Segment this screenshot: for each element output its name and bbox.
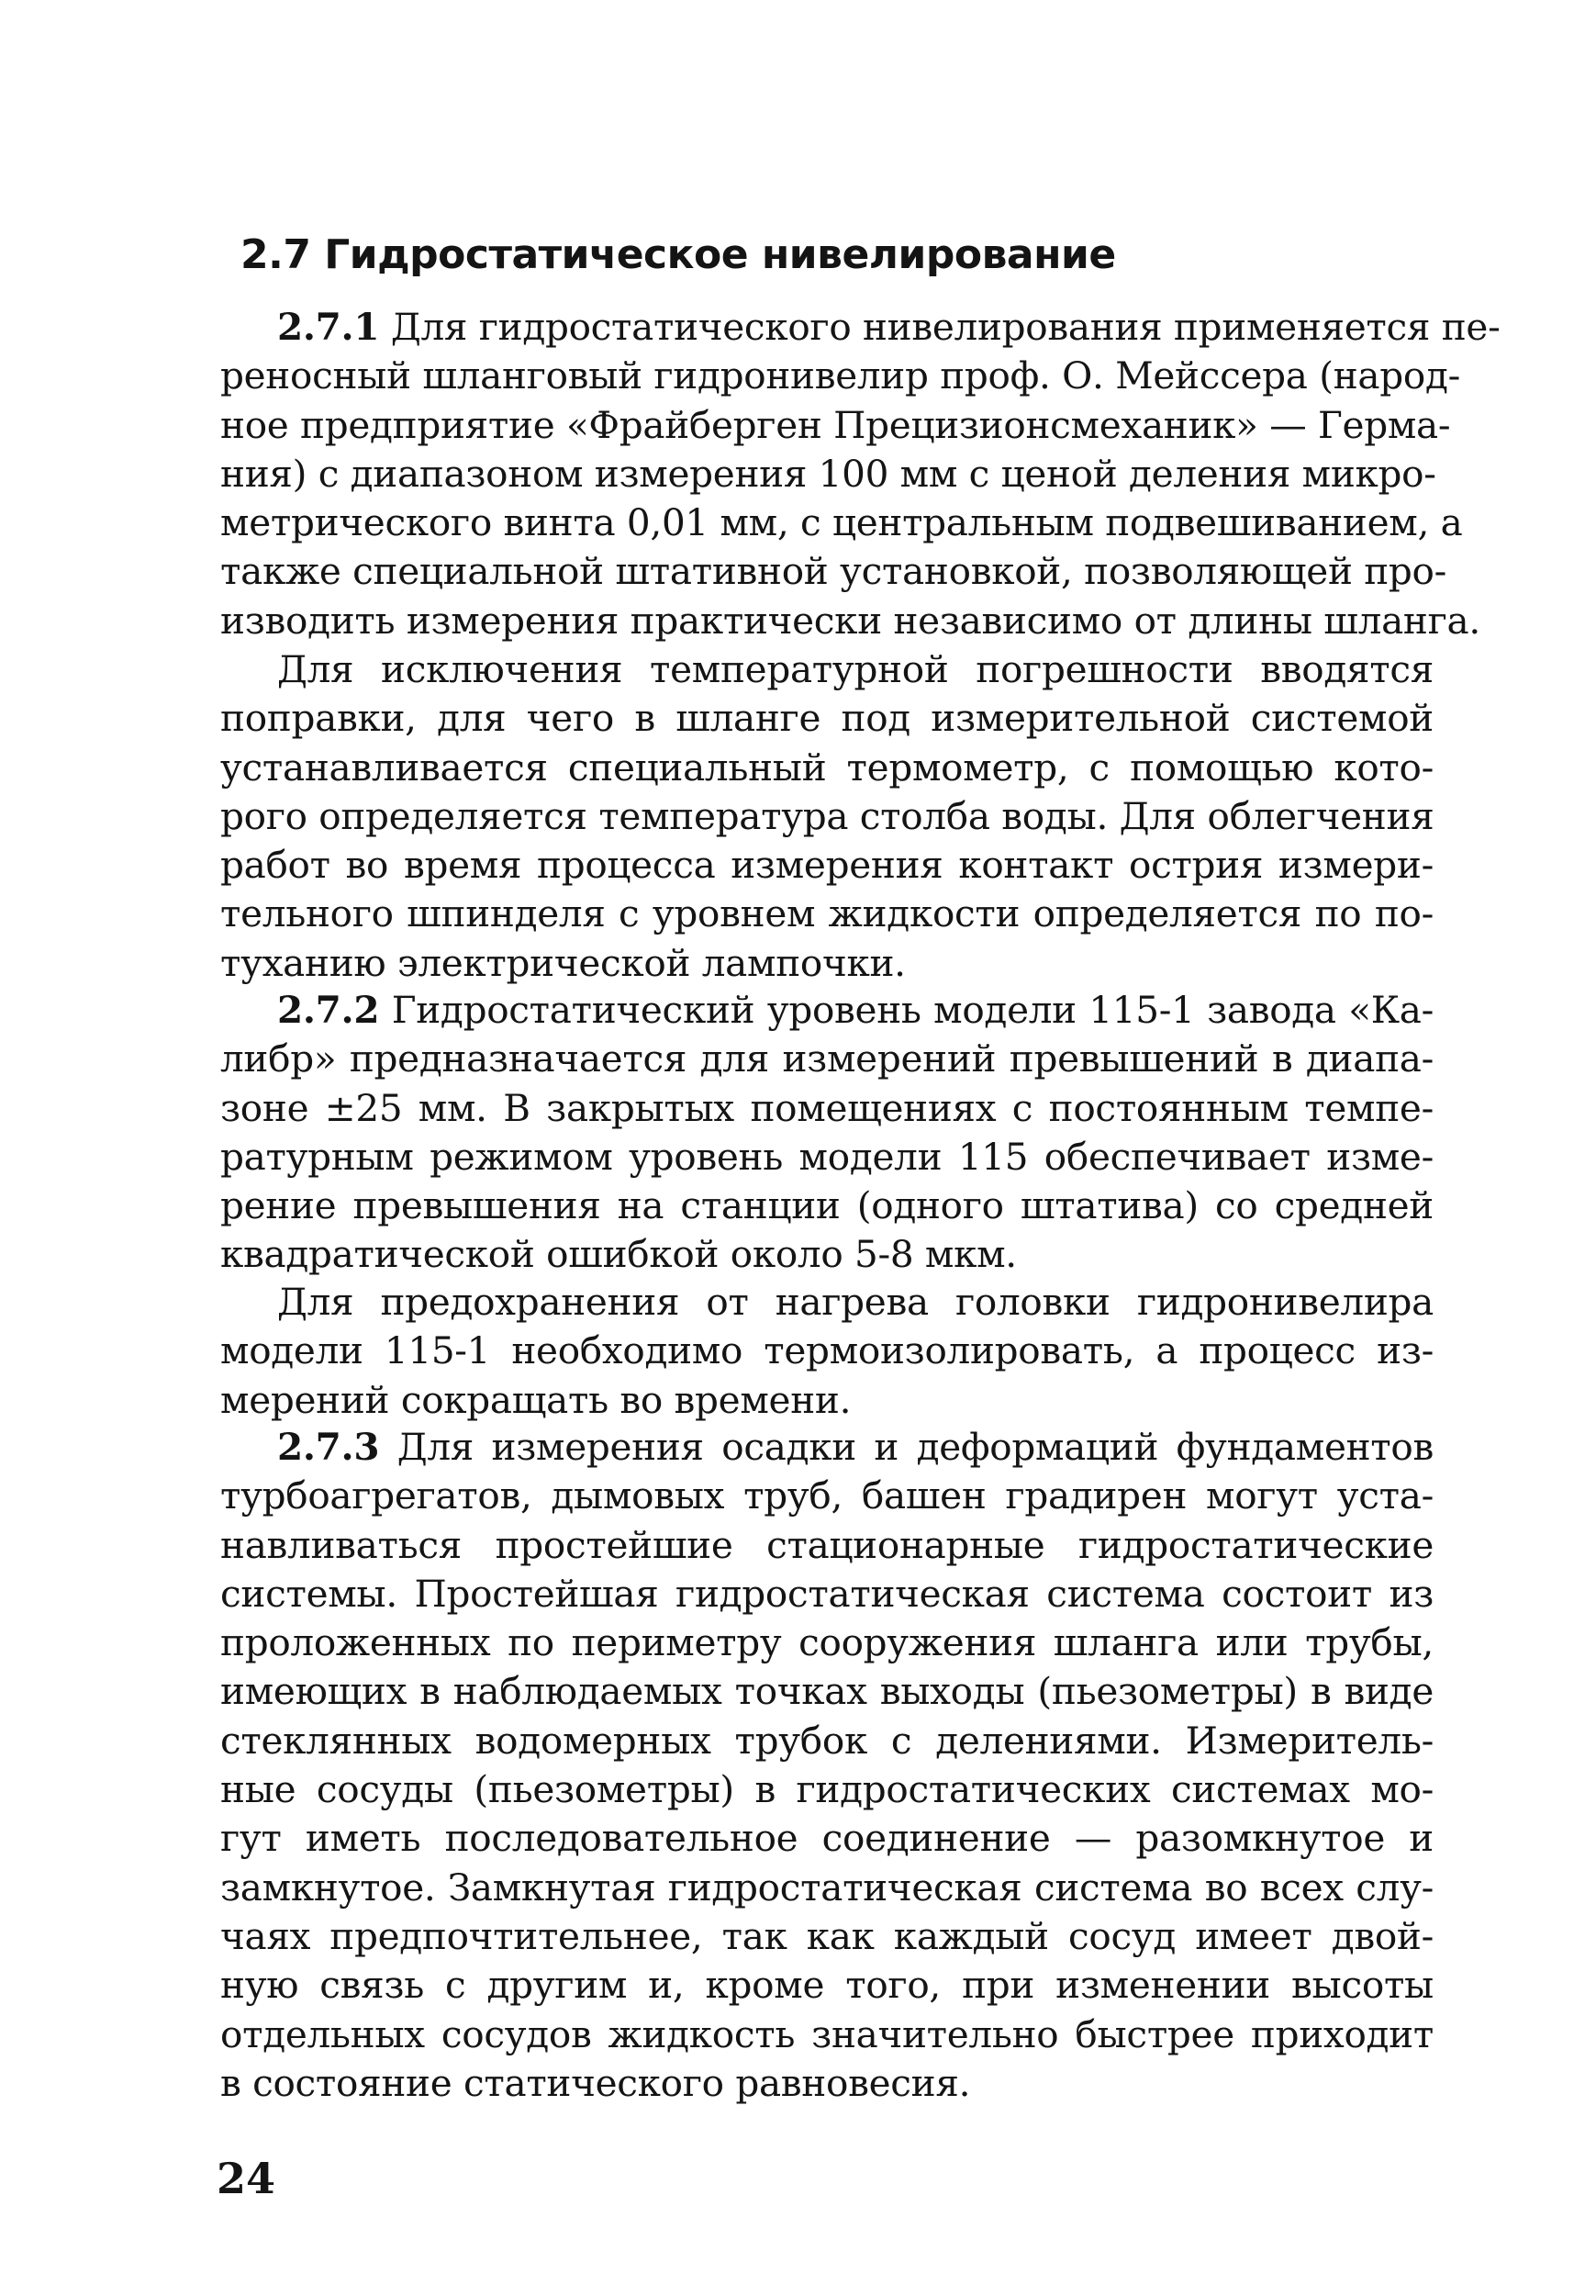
clause-number: 2.7.2 bbox=[277, 988, 380, 1032]
text-line: зоне ±25 мм. В закрытых помещениях с постоянным темпе- bbox=[220, 1085, 1434, 1130]
page-number: 24 bbox=[217, 2154, 276, 2203]
text-line: в состояние статического равновесия. bbox=[220, 2060, 971, 2105]
text-line: мерений сокращать во времени. bbox=[220, 1377, 852, 1422]
text-line: либр» предназначается для измерений превышений в диапа- bbox=[220, 1036, 1434, 1081]
text-line: также специальной штативной установкой, позволяющей про- bbox=[220, 549, 1446, 594]
clause-number: 2.7.1 bbox=[277, 305, 380, 349]
paragraph-temperature bbox=[220, 645, 1434, 988]
text-line: ния) с диапазоном измерения 100 мм с ценой деления микро- bbox=[220, 451, 1436, 496]
text-line: 2.7.3 Для измерения осадки и деформаций фундаментов bbox=[277, 1425, 1434, 1469]
text-line: ные сосуды (пьезометры) в гидростатических системах мо- bbox=[220, 1767, 1434, 1812]
text-line: рение превышения на станции (одного штатива) со средней bbox=[220, 1183, 1434, 1228]
text-line: модели 115-1 необходимо термоизолировать, а процесс из- bbox=[220, 1328, 1434, 1373]
text-line: стеклянных водомерных трубок с делениями. Измеритель- bbox=[220, 1718, 1434, 1763]
text-line: 2.7.1 Для гидростатического нивелирования применяется пе- bbox=[277, 305, 1501, 349]
text-line: изводить измерения практически независимо от длины шланга. bbox=[220, 598, 1480, 643]
text-line: реносный шланговый гидронивелир проф. О. Мейссера (народ- bbox=[220, 353, 1460, 398]
text-line: гут иметь последовательное соединение — разомкнутое и bbox=[220, 1816, 1434, 1861]
section-heading: 2.7 Гидростатическое нивелирование bbox=[240, 231, 1116, 278]
text-line: навливаться простейшие стационарные гидростатические bbox=[220, 1522, 1434, 1567]
text-line: ратурным режимом уровень модели 115 обеспечивает изме- bbox=[220, 1134, 1434, 1179]
paragraph-2-7-3 bbox=[220, 1423, 1434, 2108]
text-line: имеющих в наблюдаемых точках выходы (пьезометры) в виде bbox=[220, 1669, 1434, 1714]
text-line: турбоагрегатов, дымовых труб, башен градирен могут уста- bbox=[220, 1473, 1434, 1518]
clause-number: 2.7.3 bbox=[277, 1425, 380, 1469]
text-line: поправки, для чего в шланге под измерительной системой bbox=[220, 696, 1434, 741]
paragraph-2-7-1 bbox=[220, 303, 1501, 645]
text-line: проложенных по периметру сооружения шланга или трубы, bbox=[220, 1620, 1434, 1665]
text-line: работ во время процесса измерения контакт острия измери- bbox=[220, 843, 1434, 888]
text-line: метрического винта 0,01 мм, с центральным подвешиванием, а bbox=[220, 500, 1463, 545]
text-line: рого определяется температура столба воды. Для облегчения bbox=[220, 793, 1434, 838]
text-line: Для исключения температурной погрешности вводятся bbox=[277, 647, 1434, 691]
text-line: туханию электрической лампочки. bbox=[220, 940, 906, 985]
text-line: отдельных сосудов жидкость значительно быстрее приходит bbox=[220, 2011, 1434, 2056]
text-line: системы. Простейшая гидростатическая система состоит из bbox=[220, 1571, 1434, 1616]
text-line: устанавливается специальный термометр, с помощью кото- bbox=[220, 745, 1434, 790]
paragraph-2-7-2 bbox=[220, 986, 1434, 1280]
text-line: Для предохранения от нагрева головки гидронивелира bbox=[277, 1280, 1434, 1324]
text-line: чаях предпочтительнее, так как каждый сосуд имеет двой- bbox=[220, 1913, 1434, 1958]
text-line: квадратической ошибкой около 5-8 мкм. bbox=[220, 1232, 1017, 1277]
text-line: ную связь с другим и, кроме того, при изменении высоты bbox=[220, 1963, 1434, 2008]
text-line: ное предприятие «Фрайберген Прецизионсмеханик» — Герма- bbox=[220, 402, 1451, 447]
text-line: тельного шпинделя с уровнем жидкости определяется по по- bbox=[220, 891, 1434, 936]
paragraph-heating bbox=[220, 1278, 1434, 1425]
text-line: 2.7.2 Гидростатический уровень модели 115-1 завода «Ка- bbox=[277, 988, 1434, 1032]
text-line: замкнутое. Замкнутая гидростатическая система во всех слу- bbox=[220, 1865, 1434, 1910]
